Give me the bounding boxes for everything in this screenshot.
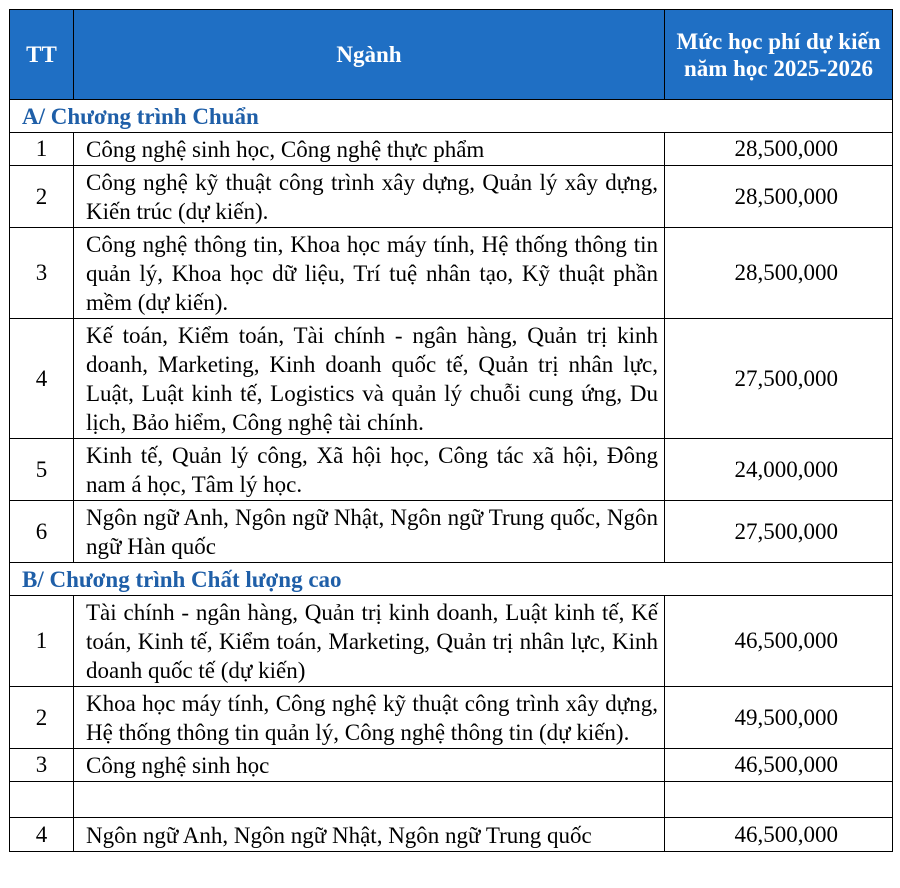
row-number: 2 <box>10 166 74 228</box>
section-title: A/ Chương trình Chuẩn <box>10 100 893 133</box>
row-number: 1 <box>10 133 74 166</box>
table-row <box>10 501 893 563</box>
row-fee: 27,500,000 <box>665 319 893 439</box>
row-number: 1 <box>10 596 74 687</box>
row-fee <box>665 782 893 818</box>
table-row <box>10 228 893 319</box>
row-major: Công nghệ thông tin, Khoa học máy tính, Hệ thống thông tin quản lý, Khoa học dữ liệu, Trí tuệ nhân tạo, Kỹ thuật phần mềm (dự kiến). <box>74 228 665 319</box>
header-major: Ngành <box>74 10 665 100</box>
table-row <box>10 596 893 687</box>
row-fee: 49,500,000 <box>665 687 893 749</box>
row-fee: 24,000,000 <box>665 439 893 501</box>
row-major: Tài chính - ngân hàng, Quản trị kinh doanh, Luật kinh tế, Kế toán, Kinh tế, Kiểm toán, Marketing, Quản trị nhân lực, Kinh doanh quốc tế (dự kiến) <box>74 596 665 687</box>
row-number: 5 <box>10 439 74 501</box>
tuition-fee-table <box>9 9 893 852</box>
table-row <box>10 687 893 749</box>
row-number: 2 <box>10 687 74 749</box>
row-fee: 46,500,000 <box>665 749 893 782</box>
table-row <box>10 439 893 501</box>
row-fee: 46,500,000 <box>665 818 893 852</box>
section-title: B/ Chương trình Chất lượng cao <box>10 563 893 596</box>
row-fee: 27,500,000 <box>665 501 893 563</box>
table-row <box>10 166 893 228</box>
row-number: 4 <box>10 319 74 439</box>
section-a-heading <box>10 100 893 133</box>
header-fee: Mức học phí dự kiến năm học 2025-2026 <box>665 10 893 100</box>
table-row <box>10 319 893 439</box>
row-major: Ngôn ngữ Anh, Ngôn ngữ Nhật, Ngôn ngữ Trung quốc <box>74 818 665 852</box>
row-number: 4 <box>10 818 74 852</box>
row-major: Kế toán, Kiểm toán, Tài chính - ngân hàng, Quản trị kinh doanh, Marketing, Kinh doanh quốc tế, Quản trị nhân lực, Luật, Luật kinh tế, Logistics và quản lý chuỗi cung ứng, Du lịch, Bảo hiểm, Công nghệ tài chính. <box>74 319 665 439</box>
row-number: 3 <box>10 228 74 319</box>
row-major: Khoa học máy tính, Công nghệ kỹ thuật công trình xây dựng, Hệ thống thông tin quản lý, Công nghệ thông tin (dự kiến). <box>74 687 665 749</box>
row-fee: 46,500,000 <box>665 596 893 687</box>
table-row <box>10 818 893 852</box>
row-major: Công nghệ sinh học, Công nghệ thực phẩm <box>74 133 665 166</box>
row-number: 6 <box>10 501 74 563</box>
row-fee: 28,500,000 <box>665 166 893 228</box>
section-b-heading <box>10 563 893 596</box>
row-number <box>10 782 74 818</box>
table-row <box>10 749 893 782</box>
row-major: Kinh tế, Quản lý công, Xã hội học, Công tác xã hội, Đông nam á học, Tâm lý học. <box>74 439 665 501</box>
row-major: Ngôn ngữ Anh, Ngôn ngữ Nhật, Ngôn ngữ Trung quốc, Ngôn ngữ Hàn quốc <box>74 501 665 563</box>
header-tt: TT <box>10 10 74 100</box>
row-fee: 28,500,000 <box>665 228 893 319</box>
row-fee: 28,500,000 <box>665 133 893 166</box>
row-number: 3 <box>10 749 74 782</box>
row-major <box>74 782 665 818</box>
empty-row <box>10 782 893 818</box>
row-major: Công nghệ kỹ thuật công trình xây dựng, Quản lý xây dựng, Kiến trúc (dự kiến). <box>74 166 665 228</box>
row-major: Công nghệ sinh học <box>74 749 665 782</box>
header-row <box>10 10 893 100</box>
table-row <box>10 133 893 166</box>
